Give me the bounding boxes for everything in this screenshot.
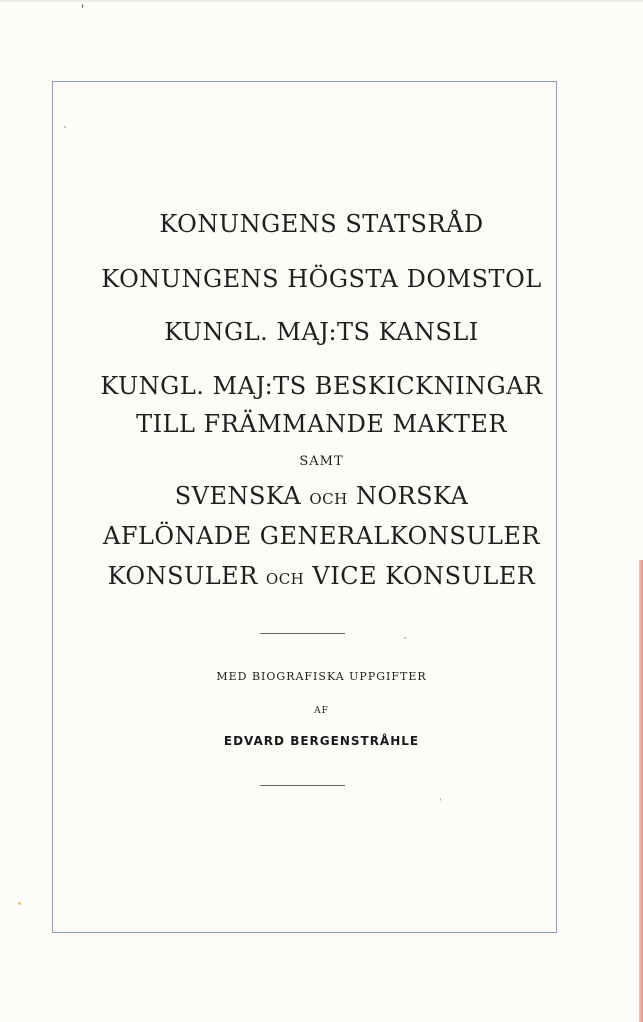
title-line-statsrad: KONUNGENS STATSRÅD bbox=[159, 210, 484, 238]
divider-rule-upper bbox=[260, 633, 345, 634]
title-line-hogsta-domstol: KONUNGENS HÖGSTA DOMSTOL bbox=[101, 265, 542, 293]
page-top-edge bbox=[0, 0, 643, 2]
paper-speck bbox=[64, 126, 66, 128]
title-line-samt: SAMT bbox=[299, 454, 344, 469]
page-red-edge bbox=[639, 560, 643, 1022]
subtitle-biografiska: MED BIOGRAFISKA UPPGIFTER bbox=[216, 670, 427, 683]
title-text-konsuler: KONSULER bbox=[107, 562, 266, 590]
paper-speck bbox=[82, 4, 83, 8]
title-text-och: OCH bbox=[309, 490, 348, 508]
paper-speck bbox=[18, 902, 21, 905]
paper-speck bbox=[440, 798, 441, 801]
title-line-beskickningar: KUNGL. MAJ:TS BESKICKNINGAR bbox=[100, 372, 543, 400]
title-line-frammande-makter: TILL FRÄMMANDE MAKTER bbox=[136, 410, 507, 438]
title-text-svenska: SVENSKA bbox=[174, 482, 310, 510]
title-text-vice-konsuler: VICE KONSULER bbox=[304, 562, 536, 590]
paper-speck bbox=[404, 637, 406, 639]
title-line-generalkonsuler: AFLÖNADE GENERALKONSULER bbox=[102, 522, 541, 550]
author-name: EDVARD BERGENSTRÅHLE bbox=[223, 734, 420, 748]
divider-rule-lower bbox=[260, 785, 345, 786]
title-line-konsuler bbox=[0, 562, 643, 590]
title-line-svenska-norska bbox=[0, 482, 643, 510]
subtitle-af: AF bbox=[314, 706, 329, 716]
title-text-norska: NORSKA bbox=[347, 482, 469, 510]
title-text-och-2: OCH bbox=[265, 570, 305, 588]
title-line-kansli: KUNGL. MAJ:TS KANSLI bbox=[164, 318, 479, 346]
